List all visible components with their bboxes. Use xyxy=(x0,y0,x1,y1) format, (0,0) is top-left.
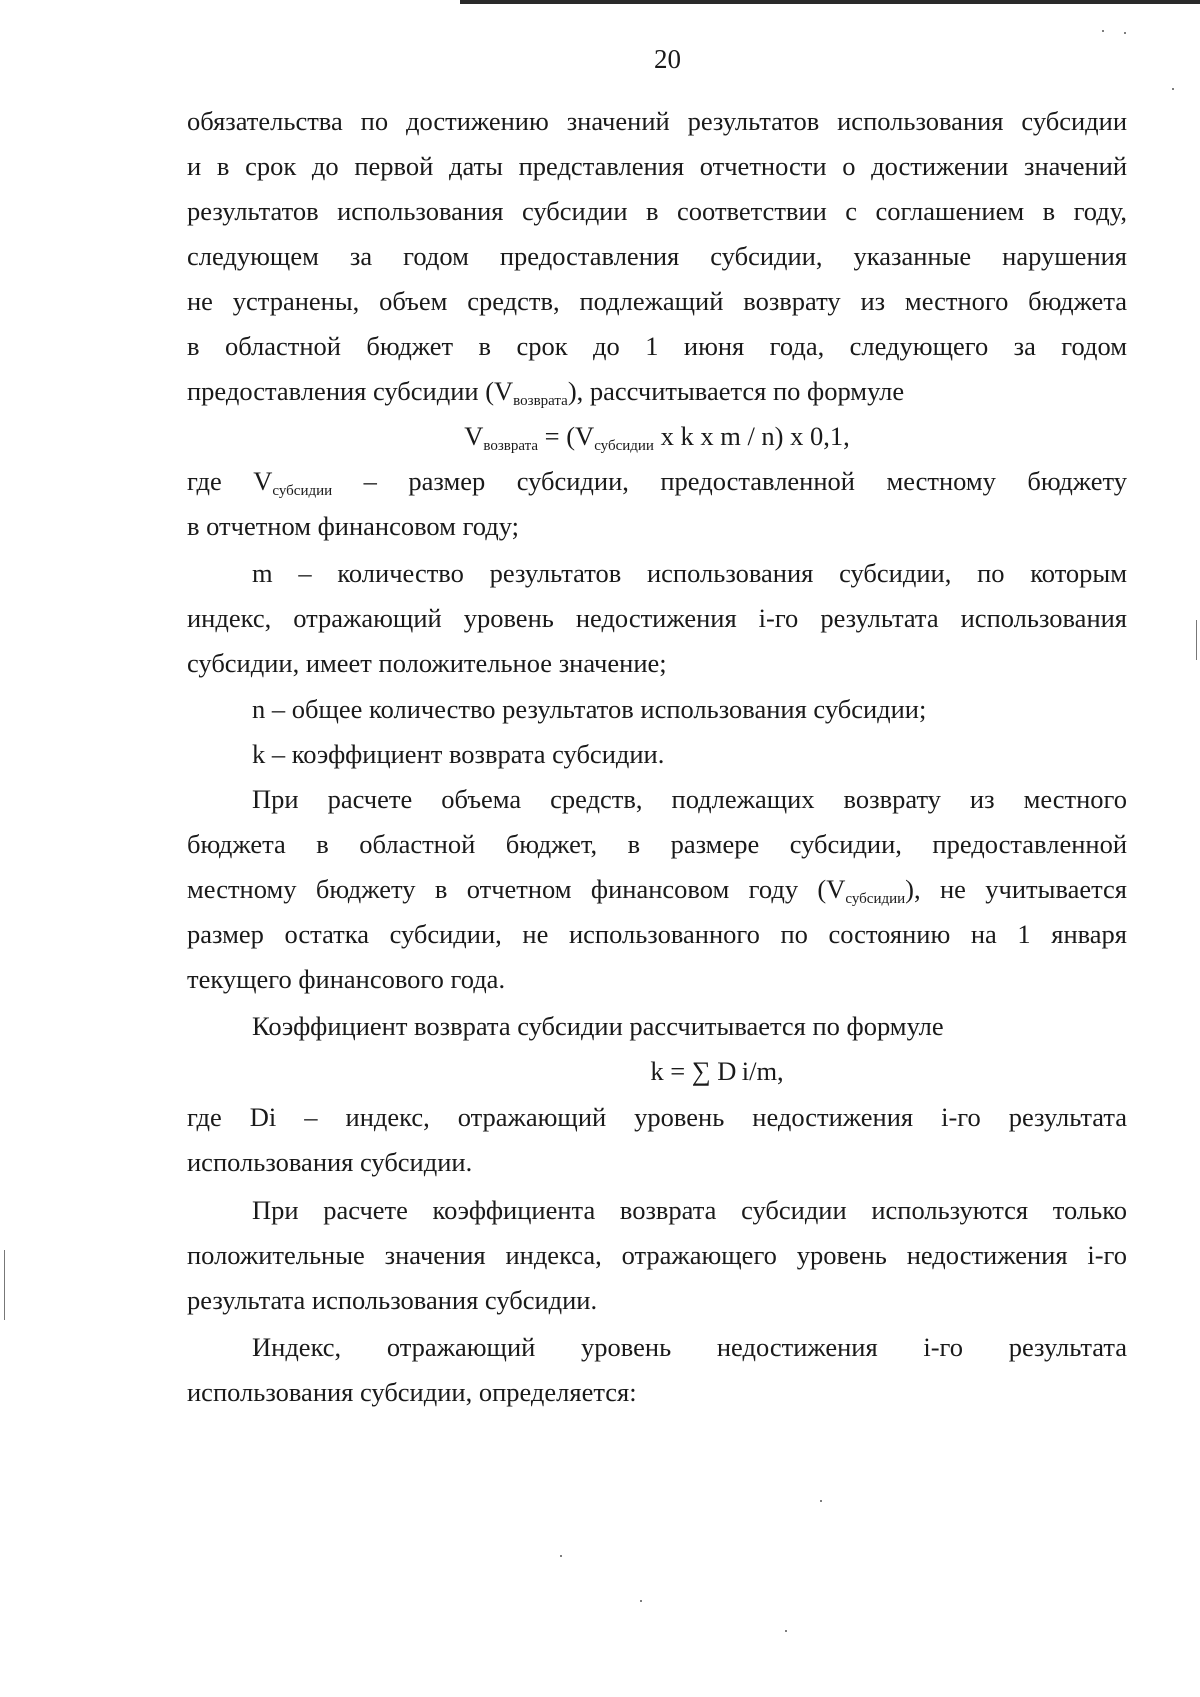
paragraph-line: субсидии, имеет положительное значение; xyxy=(187,648,667,678)
paragraph-line: в областной бюджет в срок до 1 июня года, следующего за годом xyxy=(187,331,1127,361)
scan-edge-mark xyxy=(4,1250,5,1320)
paragraph-line: и в срок до первой даты представления отчетности о достижении значений xyxy=(187,151,1127,181)
paragraph-line: предоставления субсидии $(V_{возврата})$, рассчитывается по формуле xyxy=(187,376,905,409)
paragraph-line: индекс, отражающий уровень недостижения i-го результата использования xyxy=(187,603,1127,633)
definition-k: k – коэффициент возврата субсидии. xyxy=(252,739,665,769)
paragraph-line: местному бюджету в отчетном финансовом году $(V_{субсидии})$, не учитывается xyxy=(187,874,1127,907)
paragraph-line: использования субсидии. xyxy=(187,1147,473,1177)
scan-speck xyxy=(1102,30,1104,32)
scan-speck xyxy=(1172,88,1174,90)
paragraph-line: не устранены, объем средств, подлежащий возврату из местного бюджета xyxy=(187,286,1127,316)
paragraph-line: Индекс, отражающий уровень недостижения i-го результата xyxy=(252,1332,1127,1362)
paragraph-line: следующем за годом предоставления субсидии, указанные нарушения xyxy=(187,241,1127,271)
definition-di: где Di – индекс, отражающий уровень недостижения i-го результата xyxy=(187,1102,1127,1132)
scan-speck xyxy=(560,1555,562,1557)
paragraph-line: текущего финансового года. xyxy=(187,964,506,994)
formula-coefficient: k = ∑ D i/m, xyxy=(650,1056,784,1086)
paragraph-line: использования субсидии, определяется: xyxy=(187,1377,637,1407)
paragraph-line: в отчетном финансовом году; xyxy=(187,511,520,541)
coefficient-intro: Коэффициент возврата субсидии рассчитывается по формуле xyxy=(252,1011,944,1041)
definition-v-subsidy: где $V_{субсидии}$ – размер субсидии, предоставленной местному бюджету xyxy=(187,466,1128,499)
paragraph-line: бюджета в областной бюджет, в размере субсидии, предоставленной xyxy=(187,829,1127,859)
definition-m: m – количество результатов использования субсидии, по которым xyxy=(252,558,1127,588)
scan-speck xyxy=(785,1630,787,1632)
page-number: 20 xyxy=(654,44,681,74)
definition-n: n – общее количество результатов использования субсидии; xyxy=(252,694,927,724)
scan-speck xyxy=(820,1500,822,1502)
paragraph-line: результата использования субсидии. xyxy=(187,1285,598,1315)
scan-speck xyxy=(1124,32,1126,34)
paragraph-line: При расчете объема средств, подлежащих возврату из местного xyxy=(252,784,1127,814)
scan-speck xyxy=(640,1600,642,1602)
paragraph-line: результатов использования субсидии в соответствии с соглашением в году, xyxy=(187,196,1127,226)
scan-edge-mark xyxy=(1196,620,1197,660)
top-border-line xyxy=(460,0,1200,4)
formula-refund-volume: $V_{возврата} = (V_{субсидии}$ x k x m / n) x 0,1, xyxy=(464,421,850,454)
paragraph-line: положительные значения индекса, отражающего уровень недостижения i-го xyxy=(187,1240,1127,1270)
paragraph-line: размер остатка субсидии, не использованного по состоянию на 1 января xyxy=(187,919,1127,949)
paragraph-line: При расчете коэффициента возврата субсидии используются только xyxy=(252,1195,1127,1225)
paragraph-line: обязательства по достижению значений результатов использования субсидии xyxy=(187,106,1127,136)
